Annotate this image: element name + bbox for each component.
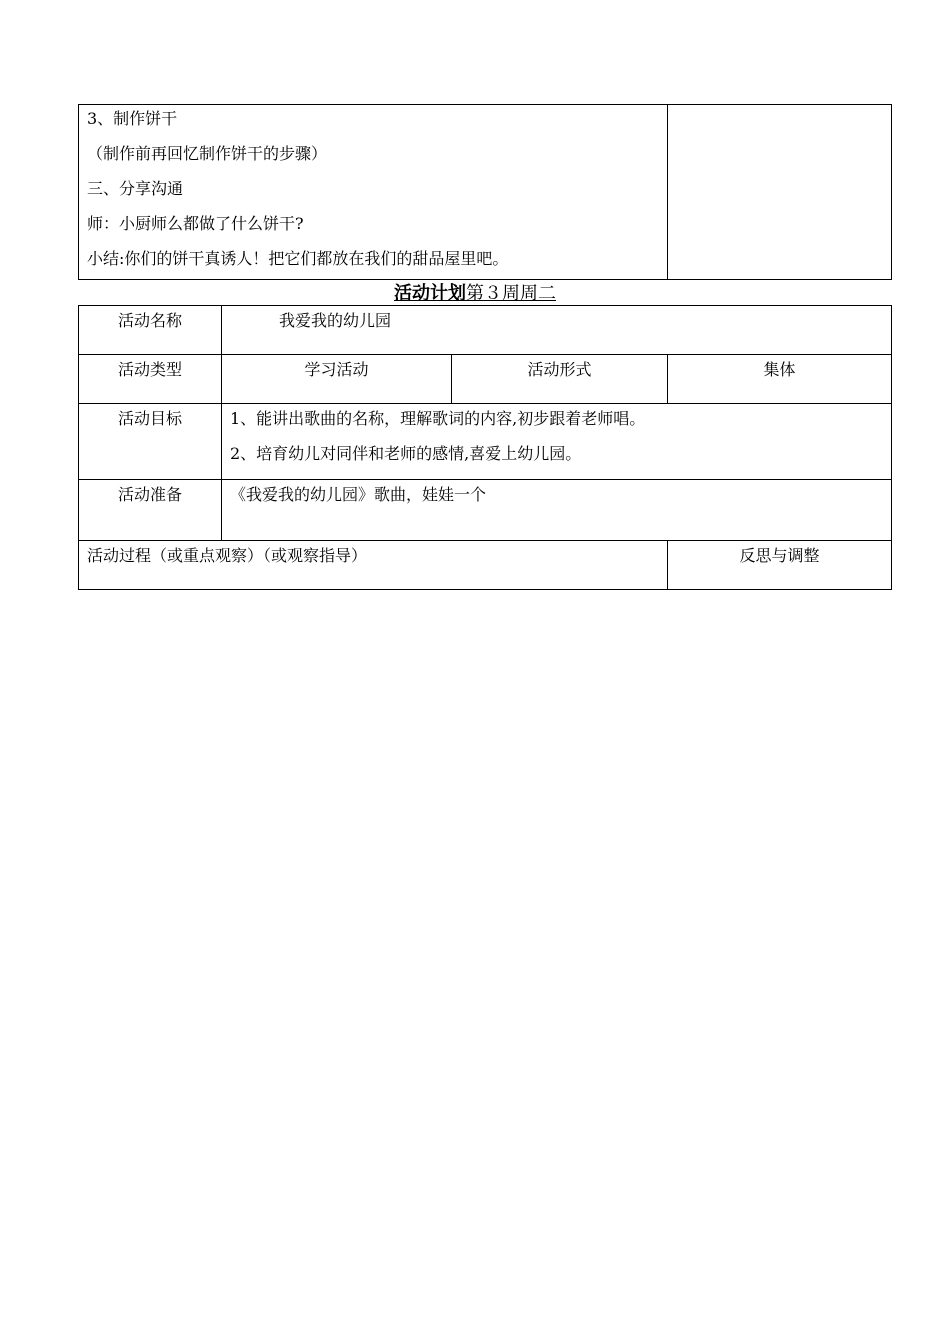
continuation-row: [79, 105, 892, 280]
prep-row: [79, 480, 892, 541]
process-cell: [79, 105, 668, 280]
plan-title-main: 活动计划: [394, 283, 466, 304]
form-value: 集体: [668, 355, 892, 404]
prep-value: 《我爱我的幼儿园》歌曲，娃娃一个: [222, 480, 892, 541]
process-line: 3、制作饼干: [87, 109, 178, 128]
prep-label: 活动准备: [79, 480, 222, 541]
continuation-table: [78, 104, 892, 280]
name-row: [79, 306, 892, 355]
process-line: （制作前再回忆制作饼干的步骤）: [87, 144, 328, 163]
name-value: 我爱我的幼儿园: [222, 306, 892, 355]
plan-title: [0, 283, 950, 305]
form-label: 活动形式: [452, 355, 668, 404]
goal-item: 1、能讲出歌曲的名称，理解歌词的内容,初步跟着老师唱。: [230, 409, 646, 428]
process-line: 师：小厨师么都做了什么饼干?: [87, 214, 304, 233]
process-line: 小结:你们的饼干真诱人！把它们都放在我们的甜品屋里吧。: [87, 249, 509, 268]
type-row: [79, 355, 892, 404]
reflection-cell: [668, 105, 892, 280]
process-header-row: [79, 541, 892, 590]
name-label: 活动名称: [79, 306, 222, 355]
type-value: 学习活动: [222, 355, 452, 404]
activity-plan-table: [78, 305, 892, 590]
goal-item: 2、培育幼儿对同伴和老师的感情,喜爱上幼儿园。: [230, 444, 582, 463]
process-header: 活动过程（或重点观察）（或观察指导）: [79, 541, 668, 590]
reflect-header: 反思与调整: [668, 541, 892, 590]
type-label: 活动类型: [79, 355, 222, 404]
process-line: 三、分享沟通: [87, 179, 184, 198]
goal-label: 活动目标: [79, 404, 222, 480]
goal-cell: [222, 404, 892, 480]
goal-row: [79, 404, 892, 480]
plan-title-week: 第３周周二: [466, 283, 556, 304]
